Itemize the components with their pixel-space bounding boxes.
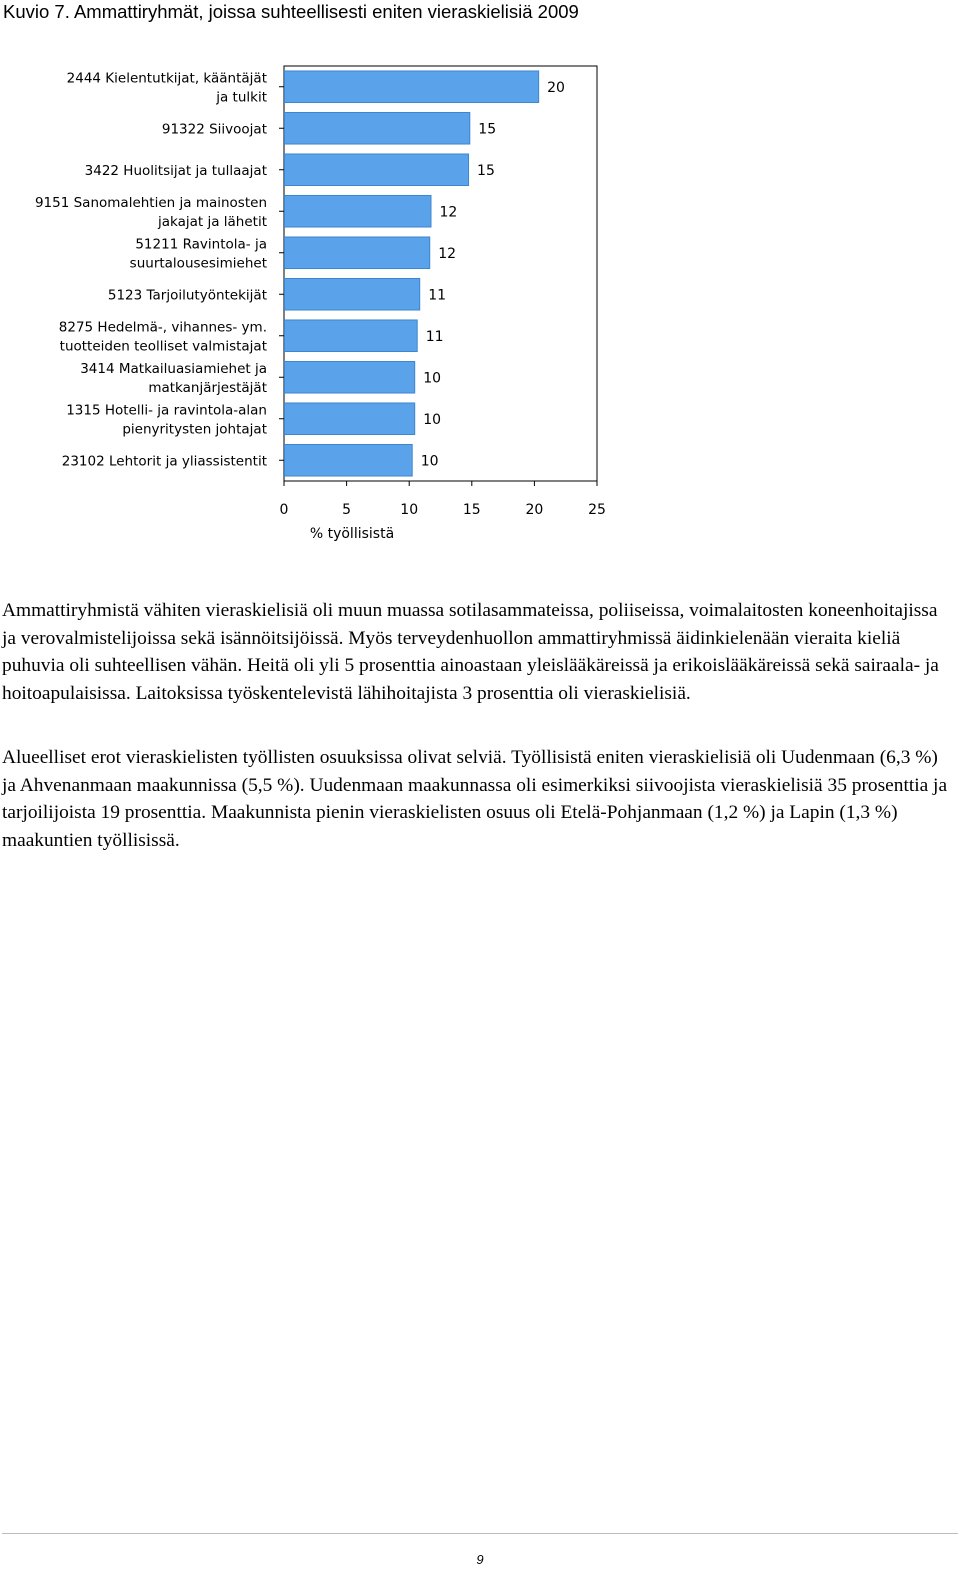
body-paragraph: Alueelliset erot vieraskielisten työllisten osuuksissa olivat selviä. Työllisistä eniten vieraskielisiä oli Uudenmaan (6,3 %) ja Ahvenanmaan maakunnissa (5,5 %). Uudenmaan maakunnassa oli esimerkiksi siivoojista vieraskielisiä 35 prosenttia ja tarjoilijoista 19 prosenttia. Maakunnista pienin vieraskielisten osuus oli Etelä-Pohjanmaan (1,2 %) ja Lapin (1,3 %) maakuntien työllisissä.: [2, 747, 948, 851]
value-label: 12: [439, 204, 458, 221]
bar: [285, 154, 469, 186]
x-tick-label: 15: [462, 502, 481, 518]
category-label: 2444 Kielentutkijat, kääntäjät ja tulkit: [66, 70, 267, 106]
bar: [285, 195, 431, 227]
bar-chart: [0, 58, 640, 558]
bar: [285, 112, 470, 144]
bar: [285, 403, 415, 435]
x-axis-ticks: [280, 481, 606, 518]
x-tick-label: 5: [342, 502, 352, 518]
figure-title: Kuvio 7. Ammattiryhmät, joissa suhteellisesti eniten vieraskielisiä 2009: [3, 1, 579, 22]
category-label: 8275 Hedelmä-, vihannes- ym. tuotteiden teolliset valmistajat: [58, 319, 267, 355]
x-tick-label: 10: [400, 502, 419, 518]
footer-divider: [2, 1533, 958, 1534]
value-label: 10: [423, 370, 442, 387]
value-label: 10: [423, 411, 442, 428]
category-label: 5123 Tarjoilutyöntekijät: [107, 287, 267, 304]
value-label: 12: [438, 245, 457, 262]
category-label: 3422 Huolitsijat ja tullaajat: [84, 162, 267, 179]
value-label: 15: [477, 162, 495, 179]
x-tick-label: 25: [588, 502, 606, 518]
category-label: 1315 Hotelli- ja ravintola-alan pienyritysten johtajat: [66, 402, 267, 438]
value-label: 10: [420, 453, 439, 470]
body-paragraph: Ammattiryhmistä vähiten vieraskielisiä oli muun muassa sotilasammateissa, poliiseissa, voimalaitosten koneenhoitajissa ja verovalmistelijoissa sekä isännöitsijöissä. Myös terveydenhuollon ammattiryhmissä äidinkielenään vieraita kieliä puhuvia oli suhteellisen vähän. Heitä oli yli 5 prosenttia ainoastaan yleislääkäreissä ja erikoislääkäreissä sekä sairaala- ja hoitoapulaisissa. Laitoksissa työskentelevistä lähihoitajista 3 prosenttia oli vieraskielisiä.: [2, 600, 939, 704]
page-number: 9: [476, 1552, 484, 1567]
value-label: 11: [425, 328, 444, 345]
chart-bars: [285, 71, 539, 476]
value-label: 15: [478, 121, 497, 138]
bar: [285, 71, 539, 103]
x-tick-label: 0: [279, 502, 289, 518]
x-tick-label: 20: [525, 502, 544, 518]
value-label: 20: [547, 79, 565, 96]
bar: [285, 237, 430, 269]
category-label: 3414 Matkailuasiamiehet ja matkanjärjestäjät: [80, 360, 267, 396]
category-label: 91322 Siivoojat: [161, 121, 267, 138]
category-label: 9151 Sanomalehtien ja mainosten jakajat ja lähetit: [34, 194, 267, 230]
bar: [285, 361, 415, 393]
bar: [285, 278, 420, 310]
category-labels: [35, 70, 267, 469]
bar: [285, 320, 418, 352]
value-label: 11: [428, 287, 447, 304]
category-label: 51211 Ravintola- ja suurtalousesimiehet: [129, 236, 267, 272]
bar: [285, 444, 413, 476]
category-label: 23102 Lehtorit ja yliassistentit: [61, 453, 267, 470]
x-axis-title: % työllisistä: [309, 526, 395, 542]
